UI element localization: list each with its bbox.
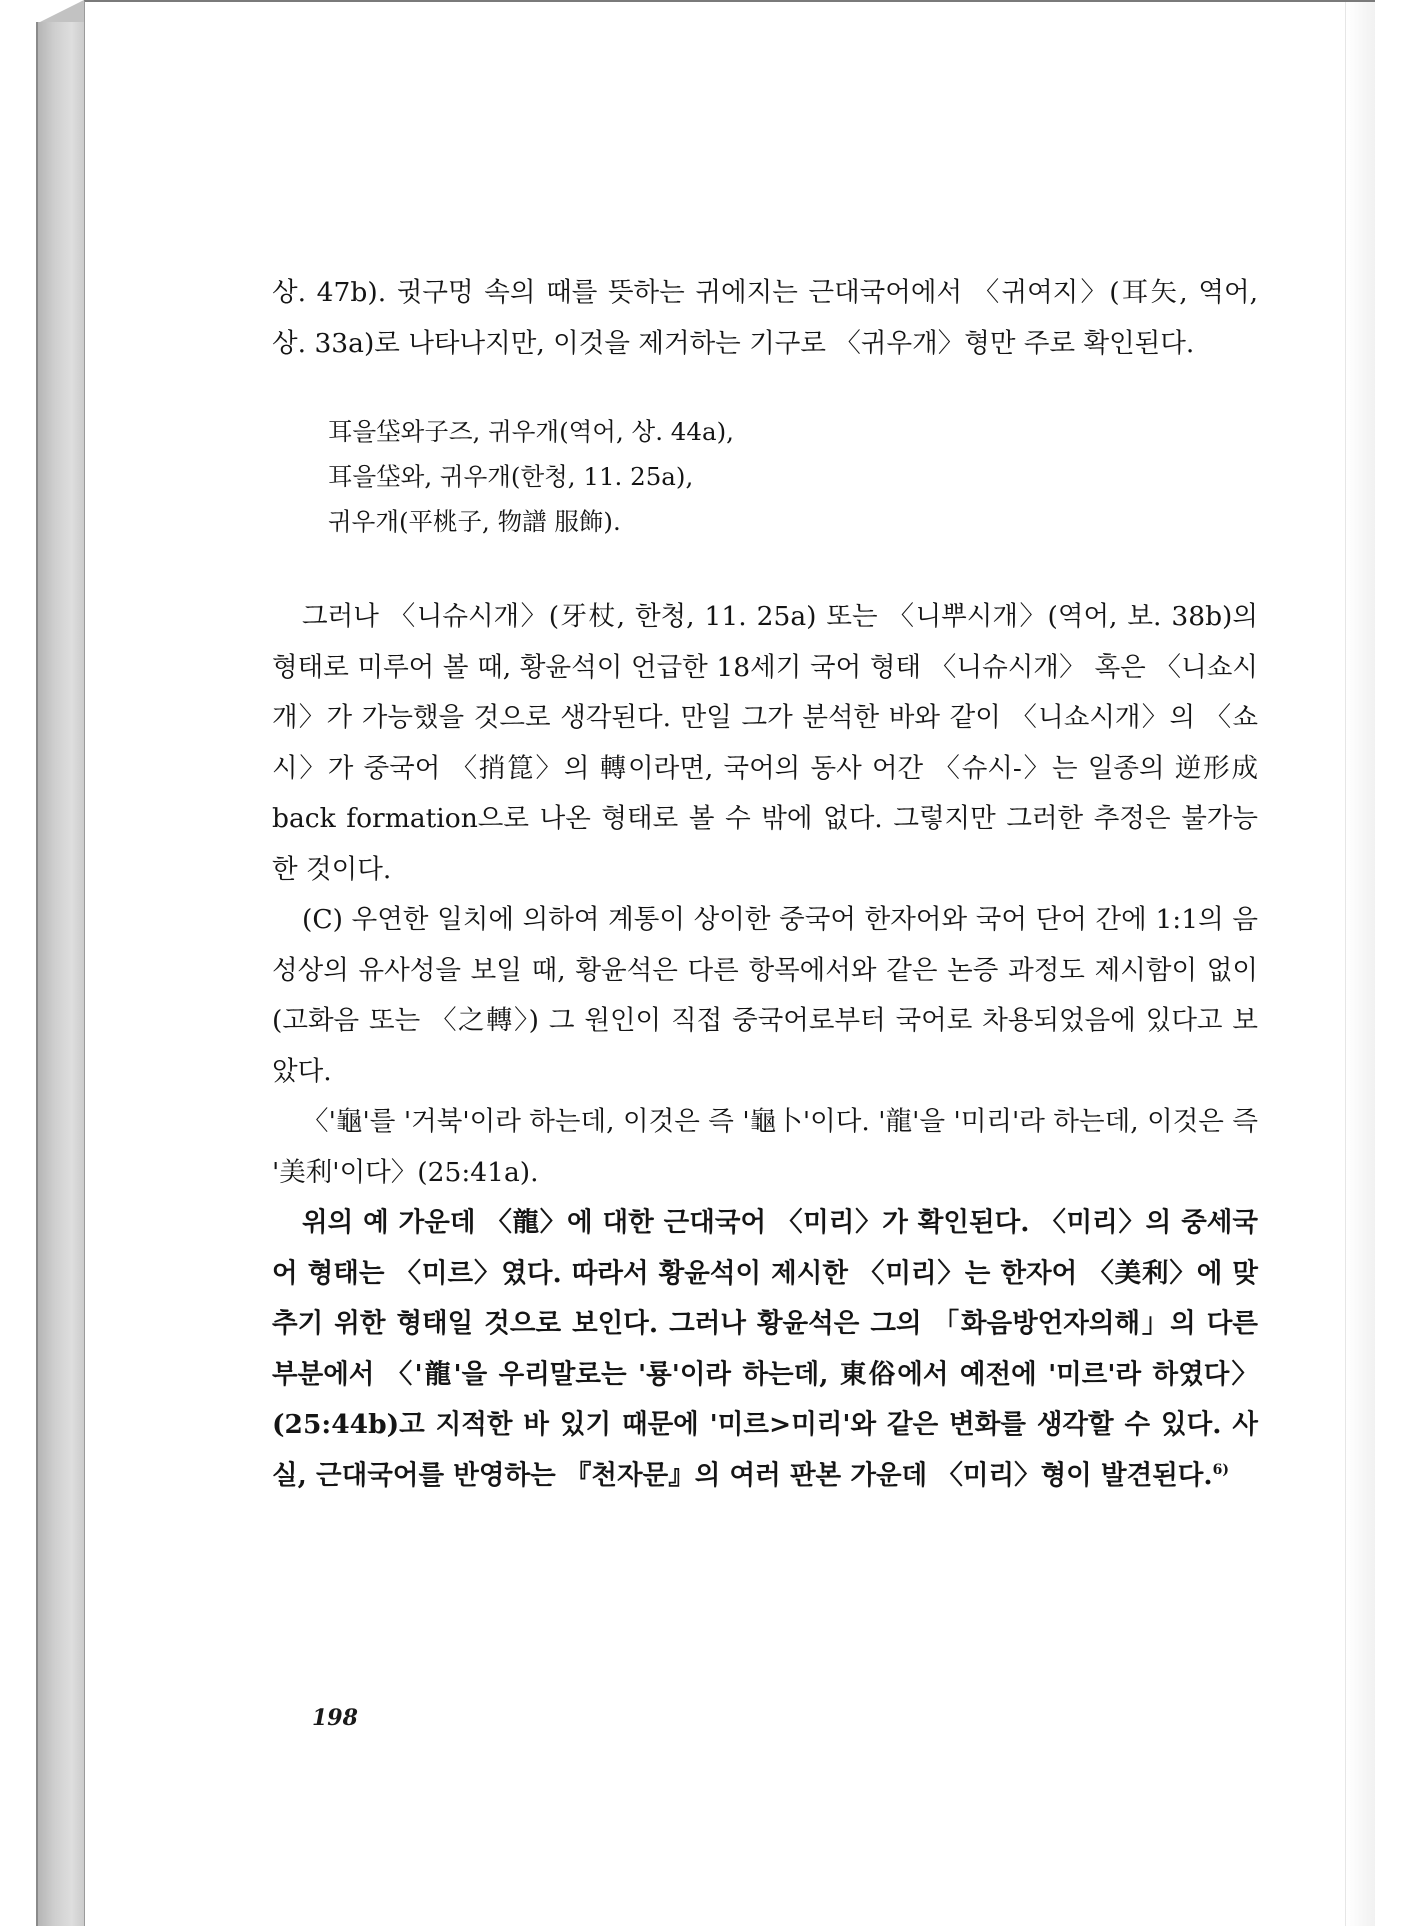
- quote-line: 귀우개(平桃子, 物譜 服飾).: [328, 507, 621, 536]
- footnote-marker: 6): [1212, 1461, 1230, 1478]
- paragraph-citation: 〈'龜'를 '거북'이라 하는데, 이것은 즉 '龜卜'이다. '龍'을 '미리'라 하는데, 이것은 즉 '美利'이다〉(25:41a).: [272, 1106, 1258, 1188]
- book-spine-top: [36, 0, 84, 24]
- paragraph-b: 그러나 〈니슈시개〉(牙杖, 한청, 11. 25a) 또는 〈니뿌시개〉(역어, 보. 38b)의 형태로 미루어 볼 때, 황윤석이 언급한 18세기 국어 형태 〈니슈시개〉 혹은 〈니쇼시개〉가 가능했을 것으로 생각된다. 만일 그가 분석한 바와 같이 〈니쇼시개〉의 〈쇼시〉가 중국어 〈捎箟〉의 轉이라면, 국어의 동사 어간 〈슈시-〉는 일종의 逆形成 back formation으로 나온 형태로 볼 수 밖에 없다. 그렇지만 그러한 추정은 불가능한 것이다.: [272, 601, 1258, 885]
- book-spine: [36, 22, 86, 1926]
- quote-block: [328, 409, 1258, 544]
- page-edge: [1345, 2, 1375, 1926]
- paragraph-c: (C) 우연한 일치에 의하여 계통이 상이한 중국어 한자어와 국어 단어 간에 1:1의 음성상의 유사성을 보일 때, 황윤석은 다른 항목에서와 같은 논증 과정도 제시함이 없이(고화음 또는 〈之轉〉) 그 원인이 직접 중국어로부터 국어로 차용되었음에 있다고 보았다.: [272, 904, 1258, 1087]
- paragraph-intro: 상. 47b). 귓구멍 속의 때를 뜻하는 귀에지는 근대국어에서 〈귀여지〉(耳矢, 역어, 상. 33a)로 나타나지만, 이것을 제거하는 기구로 〈귀우개〉형만 주로 확인된다.: [272, 277, 1258, 359]
- page-number: 198: [312, 1705, 358, 1731]
- quote-line: 耳을垈와子즈, 귀우개(역어, 상. 44a),: [328, 417, 734, 446]
- page-body: [272, 268, 1258, 1501]
- paragraph-bold-text: 위의 예 가운데 〈龍〉에 대한 근대국어 〈미리〉가 확인된다. 〈미리〉의 중세국어 형태는 〈미르〉였다. 따라서 황윤석이 제시한 〈미리〉는 한자어 〈美利〉에 맞추기 위한 형태일 것으로 보인다. 그러나 황윤석은 그의 「화음방언자의해」의 다른 부분에서 〈'龍'을 우리말로는 '룡'이라 하는데, 東俗에서 예전에 '미르'라 하였다〉(25:44b)고 지적한 바 있기 때문에 '미르>미리'와 같은 변화를 생각할 수 있다. 사실, 근대국어를 반영하는 『천자문』의 여러 판본 가운데 〈미리〉형이 발견된다.: [272, 1207, 1258, 1491]
- paragraph-bold: [272, 1198, 1258, 1501]
- quote-line: 耳을垈와, 귀우개(한청, 11. 25a),: [328, 462, 694, 491]
